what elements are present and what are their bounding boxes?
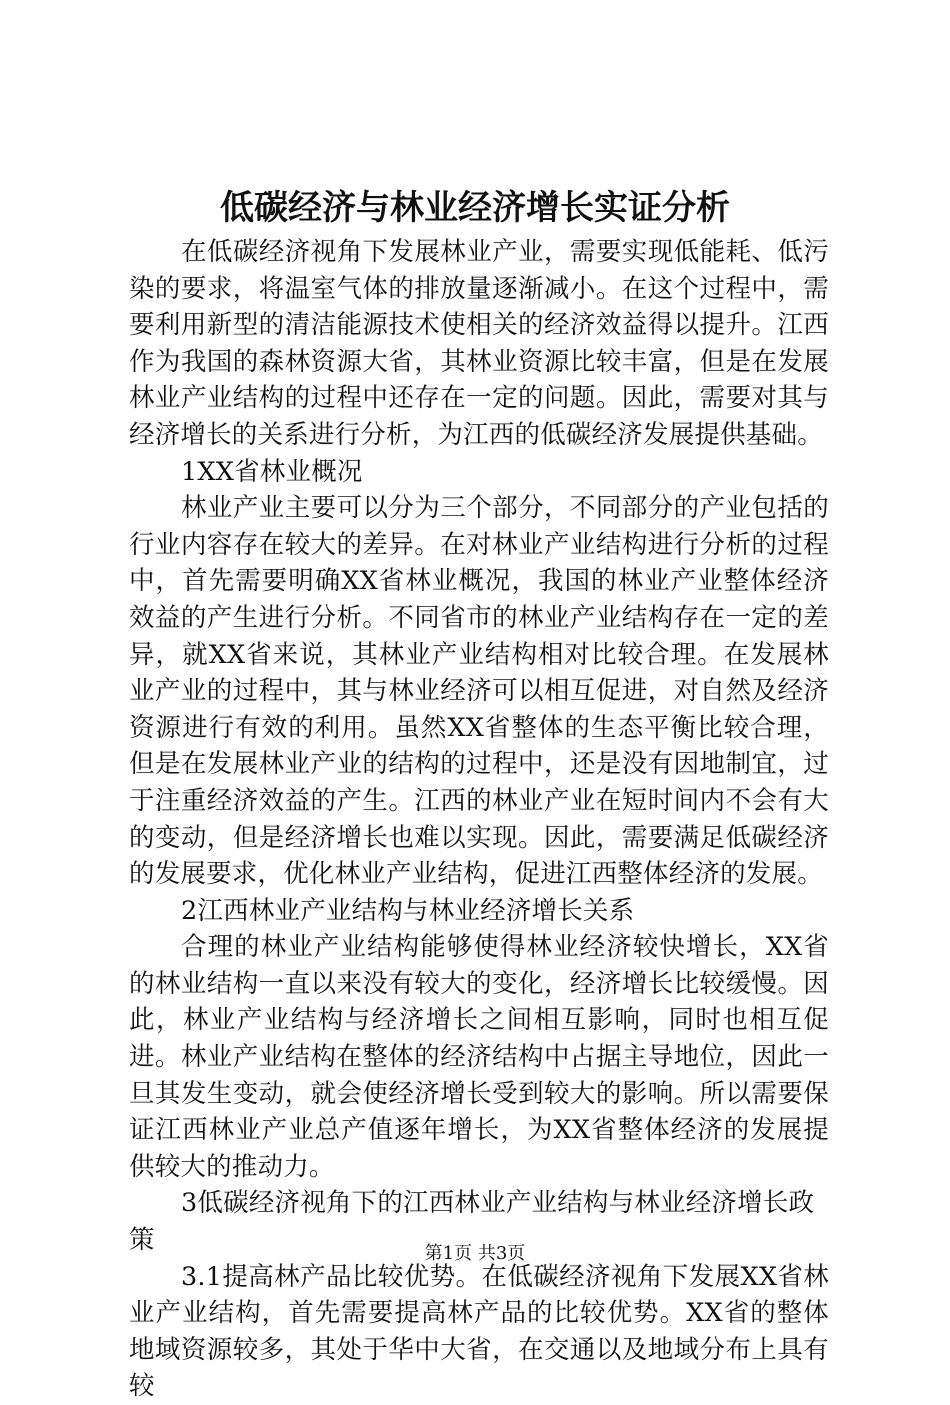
page-number-footer: 第1页 共3页	[424, 1243, 526, 1264]
document-title: 低碳经济与林业经济增长实证分析	[220, 188, 730, 228]
section-heading-2: 2江西林业产业结构与林业经济增长关系	[181, 895, 635, 926]
paragraph-section-1: 林业产业主要可以分为三个部分，不同部分的产业包括的行业内容存在较大的差异。在对林业产业结构进行分析的过程中，首先需要明确XX省林业概况，我国的林业产业整体经济效益的产生进行分析。不同省市的林业产业结构存在一定的差异，就XX省来说，其林业产业结构相对比较合理。在发展林业产业的过程中，其与林业经济可以相互促进，对自然及经济资源进行有效的利用。虽然XX省整体的生态平衡比较合理，但是在发展林业产业的结构的过程中，还是没有因地制宜，过于注重经济效益的产生。江西的林业产业在短时间内不会有大的变动，但是经济增长也难以实现。因此，需要满足低碳经济的发展要求，优化林业产业结构，促进江西整体经济的发展。	[129, 493, 829, 890]
section-heading-1: 1XX省林业概况	[181, 456, 363, 487]
paragraph-section-2: 合理的林业产业结构能够使得林业经济较快增长，XX省的林业结构一直以来没有较大的变化，经济增长比较缓慢。因此，林业产业结构与经济增长之间相互影响，同时也相互促进。林业产业结构在整体的经济结构中占据主导地位，因此一旦其发生变动，就会使经济增长受到较大的影响。所以需要保证江西林业产业总产值逐年增长，为XX省整体经济的发展提供较大的推动力。	[129, 932, 829, 1182]
document-body	[129, 234, 829, 1405]
paragraph-intro: 在低碳经济视角下发展林业产业，需要实现低能耗、低污染的要求，将温室气体的排放量逐渐减小。在这个过程中，需要利用新型的清洁能源技术使相关的经济效益得以提升。江西作为我国的森林资源大省，其林业资源比较丰富，但是在发展林业产业结构的过程中还存在一定的问题。因此，需要对其与经济增长的关系进行分析，为江西的低碳经济发展提供基础。	[129, 237, 829, 450]
section-heading-3: 3低碳经济视角下的江西林业产业结构与林业经济增长政策	[129, 1188, 815, 1256]
paragraph-section-3-1: 3.1提高林产品比较优势。在低碳经济视角下发展XX省林业产业结构，首先需要提高林产品的比较优势。XX省的整体地域资源较多，其处于华中大省，在交通以及地域分布上具有较	[129, 1261, 829, 1402]
